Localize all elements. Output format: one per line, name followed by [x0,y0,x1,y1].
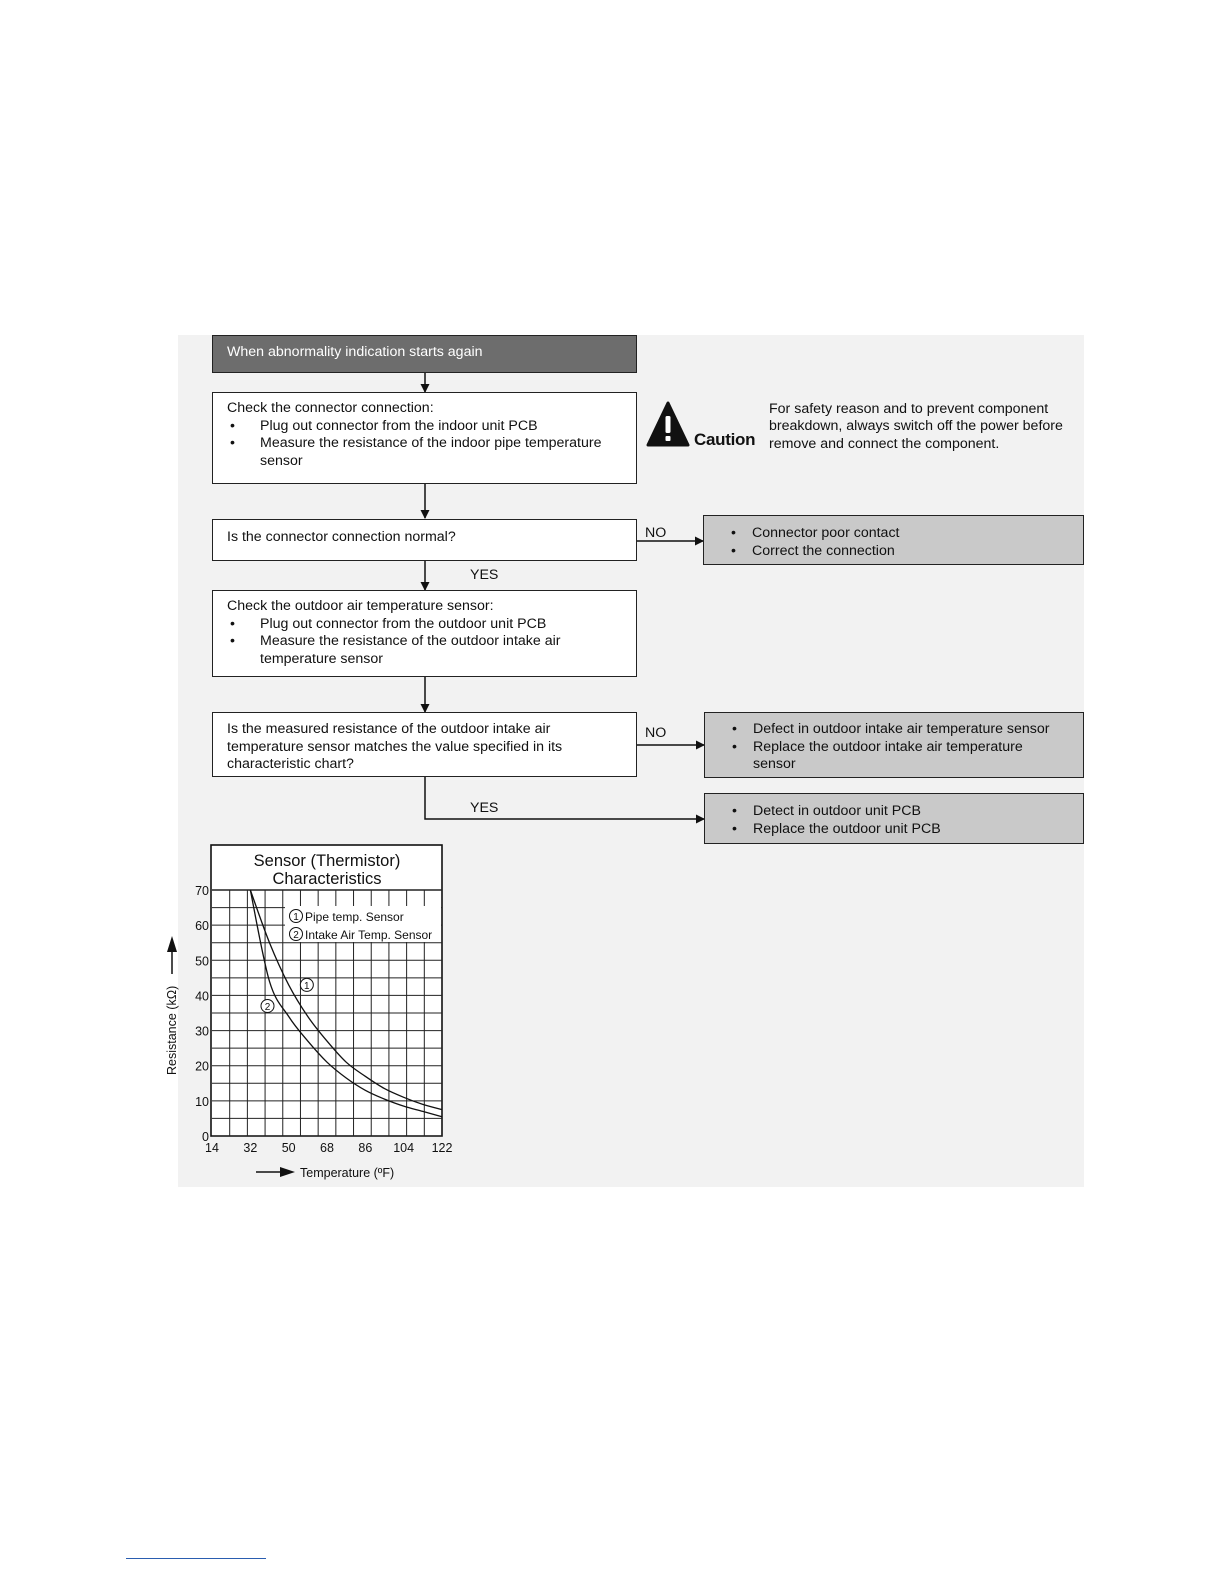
connector-fail-box [703,515,1084,565]
question-connector-box [212,519,637,561]
question-resistance-box [212,712,637,777]
y-tick-label: 30 [195,1024,209,1039]
y-tick-label: 20 [195,1059,209,1074]
legend-marker-number: 2 [293,930,299,941]
curve-marker-number: 1 [304,980,310,992]
question-connector-text: Is the connector connection normal? [227,529,456,545]
y-axis-arrowhead [167,936,177,952]
chart-title: Characteristics [272,870,382,888]
no-label: NO [645,725,667,741]
yes-label: YES [470,567,499,583]
y-tick-label: 60 [195,919,209,934]
x-axis-arrowhead [280,1167,295,1177]
check-outdoor-item: • Plug out connector from the outdoor unit PCB [227,616,622,634]
y-tick-label: 0 [202,1130,209,1144]
check-outdoor-title: Check the outdoor air temperature sensor: [227,598,494,614]
legend-marker-number: 1 [293,912,299,923]
y-tick-label: 10 [195,1094,209,1109]
check-connector-item: • Measure the resistance of the indoor pipe temperature sensor [227,435,622,470]
thermistor-chart [160,840,470,1195]
check-connector-title: Check the connector connection: [227,400,434,416]
pcb-fail-item: • Replace the outdoor unit PCB [719,821,1069,839]
sensor-fail-item: • Replace the outdoor intake air temperature sensor [719,739,1069,774]
sensor-fail-box [704,712,1084,778]
chart-title: Sensor (Thermistor) [253,852,401,870]
yes-label: YES [470,800,499,816]
sensor-fail-item: • Defect in outdoor intake air temperature sensor [719,721,1069,739]
footnote-rule [126,1558,266,1559]
legend-label: Pipe temp. Sensor [305,910,404,924]
check-outdoor-item: • Measure the resistance of the outdoor intake air temperature sensor [227,633,622,668]
connector-fail-item: • Connector poor contact [718,525,1069,543]
start-box [212,335,637,373]
curve-marker-number: 2 [264,1001,271,1013]
y-tick-label: 40 [195,989,209,1004]
pcb-fail-box [704,793,1084,844]
x-tick-label: 86 [358,1141,373,1155]
y-tick-label: 50 [195,954,209,969]
x-tick-label: 14 [205,1141,219,1155]
warning-triangle-icon [646,401,690,447]
question-resistance-text: Is the measured resistance of the outdoor intake air temperature sensor matches the value specified in its characteristic chart? [227,721,563,772]
x-tick-label: 50 [281,1141,296,1155]
x-tick-label: 122 [431,1141,453,1155]
connector-fail-item: • Correct the connection [718,543,1069,561]
y-tick-label: 70 [195,884,209,898]
start-text: When abnormality indication starts again [227,344,483,360]
no-label: NO [645,525,667,541]
check-connector-item: • Plug out connector from the indoor unit PCB [227,418,622,436]
caution-label: Caution [694,430,756,449]
check-connector-box [212,392,637,484]
y-axis-label: Resistance (kΩ) [165,985,179,1075]
chart-frame [211,845,442,1136]
x-tick-label: 32 [243,1141,258,1155]
x-axis-label: Temperature (ºF) [300,1166,395,1180]
pcb-fail-item: • Detect in outdoor unit PCB [719,803,1069,821]
legend-label: Intake Air Temp. Sensor [305,928,433,942]
check-outdoor-box [212,590,637,677]
x-tick-label: 104 [393,1141,415,1155]
caution-text: For safety reason and to prevent component breakdown, always switch off the power before remove and connect the component. [769,401,1063,452]
x-tick-label: 68 [320,1141,334,1155]
